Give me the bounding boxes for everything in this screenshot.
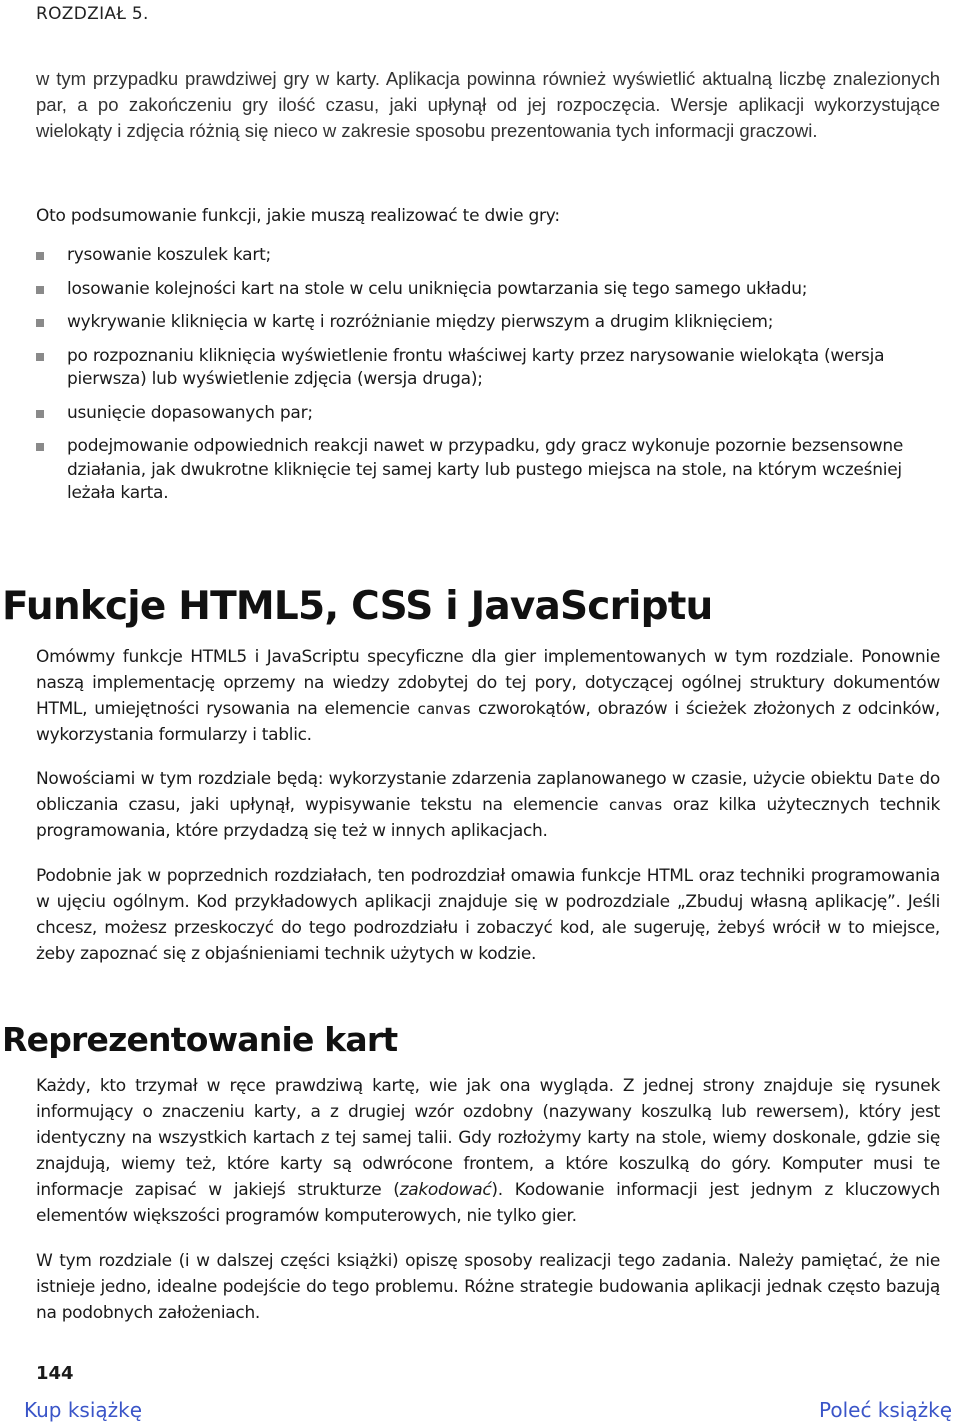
intro-paragraph: w tym przypadku prawdziwej gry w karty. Aplikacja powinna również wyświetlić aktualną liczbę znalezionych par, a po zakończeniu gry ilość czasu, jaki upłynął od jej rozpoczęcia. Wersje aplikacji wykorzystujące wielokąty i zdjęcia różnią się nieco w zakresie sposobu prezentowania tych informacji graczowi. [36, 68, 940, 141]
list-item: podejmowanie odpowiednich reakcji nawet w przypadku, gdy gracz wykonuje pozornie bezsensowne działania, jak dwukrotne kliknięcie tej samej karty lub pustego miejsca na stole, na którym wcześniej leżała karta. [36, 435, 940, 506]
features-paragraph-1: Omówmy funkcje HTML5 i JavaScriptu specyficzne dla gier implementowanych w tym rozdziale. Ponownie naszą implementację oprzemy na wiedzy zdobytej do tej pory, dotyczącej ogólnej struktury dokumentów HTML, umiejętności rysowania na elemencie canvas czworokątów, obrazów i ścieżek złożonych z odcinków, wykorzystania formularzy i tablic. [36, 647, 940, 745]
square-bullet-icon [36, 443, 44, 451]
square-bullet-icon [36, 353, 44, 361]
chapter-header: ROZDZIAŁ 5. [36, 4, 149, 24]
features-paragraph-2: Nowościami w tym rozdziale będą: wykorzystanie zdarzenia zaplanowanego w czasie, użycie obiektu Date do obliczania czasu, jaki upłynął, wypisywanie tekstu na elemencie canvas oraz kilka użytecznych technik programowania, które przydadzą się też w innych aplikacjach. [36, 769, 940, 841]
code-date: Date [877, 770, 914, 788]
code-canvas: canvas [608, 796, 663, 814]
summary-paragraph: Oto podsumowanie funkcji, jakie muszą realizować te dwie gry: [36, 206, 560, 226]
list-item: rysowanie koszulek kart; [36, 244, 940, 268]
list-item: po rozpoznaniu kliknięcia wyświetlenie frontu właściwej karty przez narysowanie wielokąta (wersja pierwsza) lub wyświetlenie zdjęcia (wersja druga); [36, 345, 940, 392]
feature-list [36, 244, 940, 516]
page-number: 144 [36, 1363, 74, 1384]
buy-book-link[interactable]: Kup książkę [24, 1398, 143, 1422]
cards-paragraph-2: W tym rozdziale (i w dalszej części książki) opiszę sposoby realizacji tego zadania. Należy pamiętać, że nie istnieje jedno, idealne podejście do tego problemu. Różne strategie budowania aplikacji jednak często bazują na podobnych założeniach. [36, 1251, 940, 1323]
recommend-book-link[interactable]: Poleć książkę [819, 1398, 952, 1422]
square-bullet-icon [36, 286, 44, 294]
code-canvas: canvas [416, 700, 472, 718]
section-heading-cards: Reprezentowanie kart [2, 1020, 398, 1059]
features-paragraph-3: Podobnie jak w poprzednich rozdziałach, ten podrozdział omawia funkcje HTML oraz techniki programowania w ujęciu ogólnym. Kod przykładowych aplikacji znajduje się w podrozdziale „Zbuduj własną aplikację”. Jeśli chcesz, możesz przeskoczyć do tego podrozdziału i zobaczyć kod, ale sugeruję, żebyś wrócił w to miejsce, żeby zapoznać się z objaśnieniami technik użytych w kodzie. [36, 866, 940, 964]
square-bullet-icon [36, 410, 44, 418]
list-item: usunięcie dopasowanych par; [36, 402, 940, 426]
square-bullet-icon [36, 319, 44, 327]
square-bullet-icon [36, 252, 44, 260]
list-item: wykrywanie kliknięcia w kartę i rozróżnianie między pierwszym a drugim kliknięciem; [36, 311, 940, 335]
section-heading-features: Funkcje HTML5, CSS i JavaScriptu [2, 584, 713, 629]
cards-paragraph-1: Każdy, kto trzymał w ręce prawdziwą kartę, wie jak ona wygląda. Z jednej strony znajduje się rysunek informujący o znaczeniu karty, a z drugiej wzór ozdobny (nazywany koszulką lub rewersem), który jest identyczny na wszystkich kartach z tej samej talii. Gdy rozłożymy karty na stole, wiemy doskonale, gdzie się znajdują, wiemy też, które karty są odwrócone frontem, a które koszulką do góry. Komputer musi te informacje zapisać w jakiejś strukturze (zakodować). Kodowanie informacji jest jednym z kluczowych elementów większości programów komputerowych, nie tylko gier. [36, 1076, 940, 1226]
list-item: losowanie kolejności kart na stole w celu uniknięcia powtarzania się tego samego układu; [36, 278, 940, 302]
